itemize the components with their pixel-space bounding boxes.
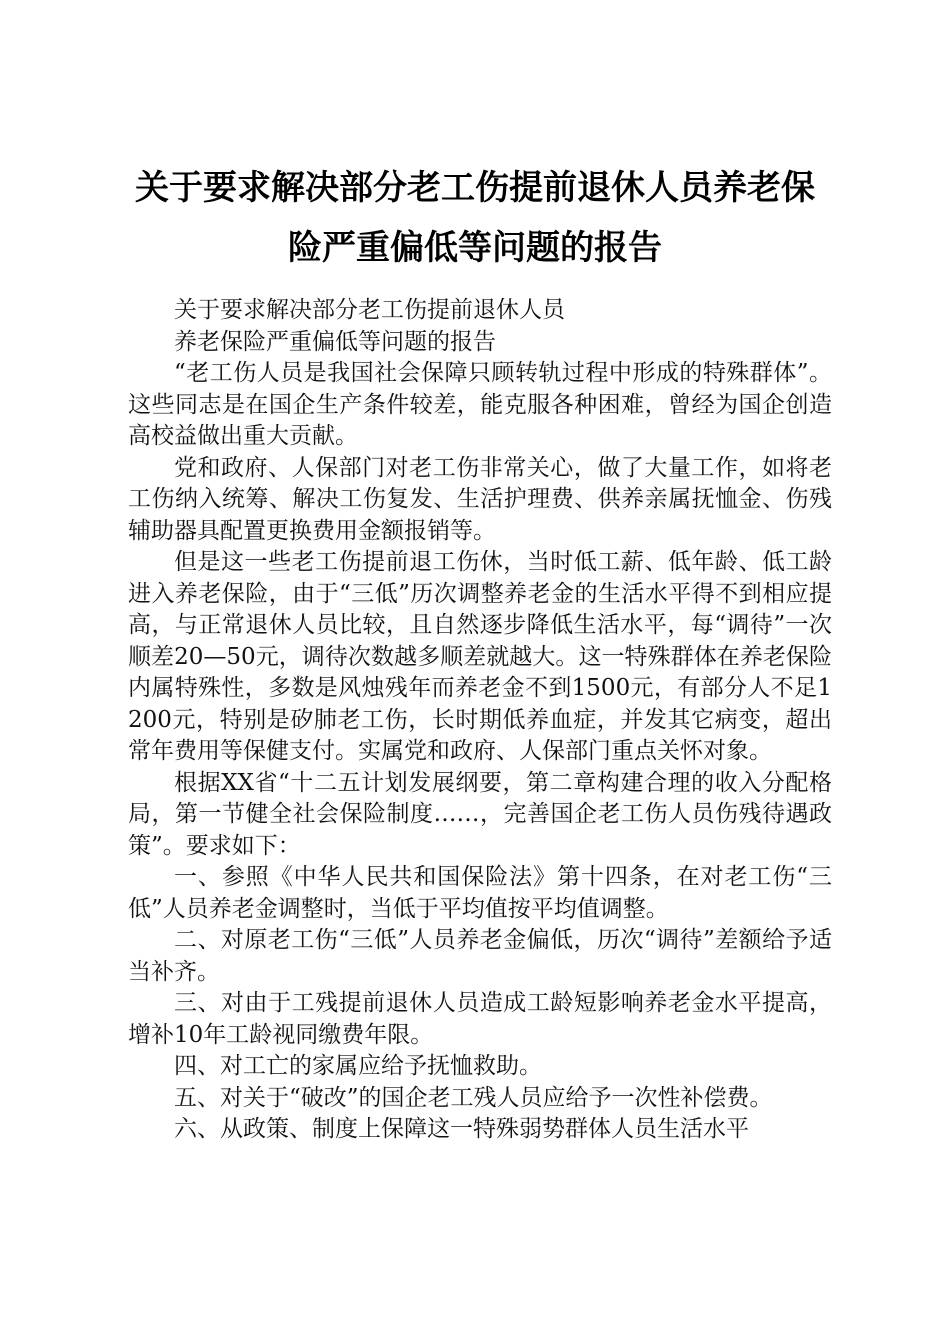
body-paragraph: “老工伤人员是我国社会保障只顾转轨过程中形成的特殊群体”。这些同志是在国企生产条件较差，能克服各种困难，曾经为国企创造高校益做出重大贡献。 xyxy=(128,360,832,449)
body-paragraph: 五、对关于“破改”的国企老工残人员应给予一次性补偿费。 xyxy=(174,1084,773,1111)
body-paragraph: 六、从政策、制度上保障这一特殊弱势群体人员生活水平 xyxy=(174,1116,749,1142)
body-paragraph: 三、对由于工残提前退休人员造成工龄短影响养老金水平提高，增补10年工龄视同缴费年限。 xyxy=(128,990,832,1048)
body-paragraph: 关于要求解决部分老工伤提前退休人员 xyxy=(174,297,565,323)
title-line-1: 关于要求解决部分老工伤提前退休人员养老保 xyxy=(135,168,815,208)
body-paragraph: 二、对原老工伤“三低”人员养老金偏低，历次“调待”差额给予适当补齐。 xyxy=(128,927,832,985)
body-paragraph: 党和政府、人保部门对老工伤非常关心，做了大量工作，如将老工伤纳入统筹、解决工伤复发、生活护理费、供养亲属抚恤金、伤残辅助器具配置更换费用金额报销等。 xyxy=(128,454,832,544)
body-paragraph: 一、参照《中华人民共和国保险法》第十四条，在对老工伤“三低”人员养老金调整时，当低于平均值按平均值调整。 xyxy=(128,864,832,922)
document-body xyxy=(128,295,832,1146)
body-paragraph: 根据XX省“十二五计划发展纲要，第二章构建合理的收入分配格局，第一节健全社会保险制度……，完善国企老工伤人员伤残待遇政策”。要求如下： xyxy=(128,769,832,859)
body-paragraph: 养老保险严重偏低等问题的报告 xyxy=(174,328,496,355)
document-title xyxy=(110,158,840,278)
title-line-2: 险严重偏低等问题的报告 xyxy=(288,228,662,268)
body-paragraph: 四、对工亡的家属应给予抚恤救助。 xyxy=(174,1053,542,1079)
body-paragraph: 但是这一些老工伤提前退工伤休，当时低工薪、低年龄、低工龄进入养老保险，由于“三低”历次调整养老金的生活水平得不到相应提高，与正常退休人员比较，且自然逐步降低生活水平，每“调待”一次顺差20—50元，调待次数越多顺差就越大。这一特殊群体在养老保险内属特殊性，多数是风烛残年而养老金不到1500元，有部分人不足1200元，特别是矽肺老工伤，长时期低养血症，并发其它病变，超出常年费用等保健支付。实属党和政府、人保部门重点关怀对象。 xyxy=(128,549,832,764)
